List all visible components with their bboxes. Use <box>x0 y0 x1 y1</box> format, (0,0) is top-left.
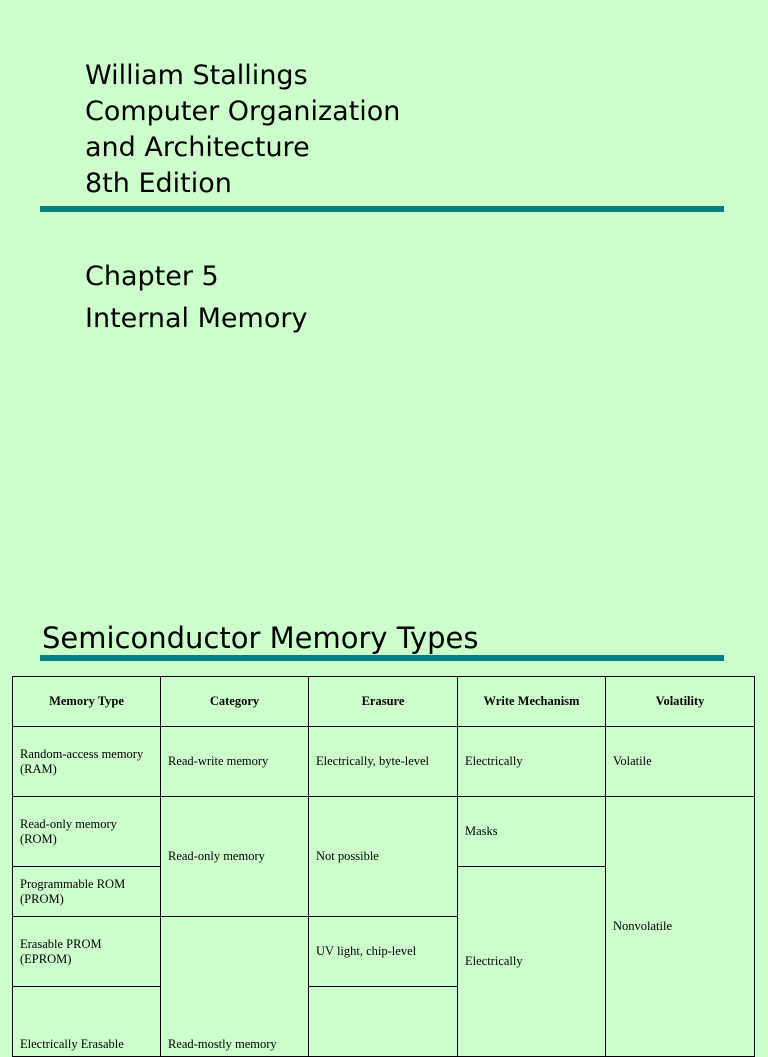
title-divider <box>40 206 724 212</box>
cell-erasure: Not possible <box>309 797 458 917</box>
cell-volatility: Nonvolatile <box>606 797 755 1057</box>
cell-memory-type: Random-access memory (RAM) <box>13 727 161 797</box>
book-title-line-2: Computer Organization <box>85 96 401 127</box>
cell-memory-type-text: Electrically Erasable <box>20 1037 124 1051</box>
header-memory-type: Memory Type <box>13 677 161 727</box>
table-row <box>13 797 755 867</box>
book-title-line-edition: 8th Edition <box>85 168 232 199</box>
memory-types-table <box>12 676 755 1057</box>
slide-title-divider <box>40 655 724 661</box>
table-header-row <box>13 677 755 727</box>
cell-write-mechanism: Masks <box>458 797 606 867</box>
chapter-number: Chapter 5 <box>85 261 219 292</box>
cell-memory-type: Read-only memory (ROM) <box>13 797 161 867</box>
header-volatility: Volatility <box>606 677 755 727</box>
header-category: Category <box>161 677 309 727</box>
header-erasure: Erasure <box>309 677 458 727</box>
slide-title: Semiconductor Memory Types <box>42 621 479 655</box>
cell-volatility: Volatile <box>606 727 755 797</box>
chapter-title: Internal Memory <box>85 303 308 334</box>
cell-erasure-empty <box>309 987 458 1057</box>
cell-write-mechanism: Electrically <box>458 867 606 1057</box>
table-row <box>13 727 755 797</box>
cell-erasure: UV light, chip-level <box>309 917 458 987</box>
book-title-line-author: William Stallings <box>85 60 308 91</box>
cell-category: Read-only memory <box>161 797 309 917</box>
cell-memory-type: Erasable PROM (EPROM) <box>13 917 161 987</box>
cell-memory-type <box>13 987 161 1057</box>
book-title <box>85 58 400 202</box>
cell-erasure: Electrically, byte-level <box>309 727 458 797</box>
header-write-mechanism: Write Mechanism <box>458 677 606 727</box>
cell-category: Read-write memory <box>161 727 309 797</box>
cell-memory-type: Programmable ROM (PROM) <box>13 867 161 917</box>
cell-write-mechanism: Electrically <box>458 727 606 797</box>
cell-category-text: Read-mostly memory <box>168 1037 277 1051</box>
cell-category <box>161 917 309 1057</box>
book-title-line-3: and Architecture <box>85 132 310 163</box>
